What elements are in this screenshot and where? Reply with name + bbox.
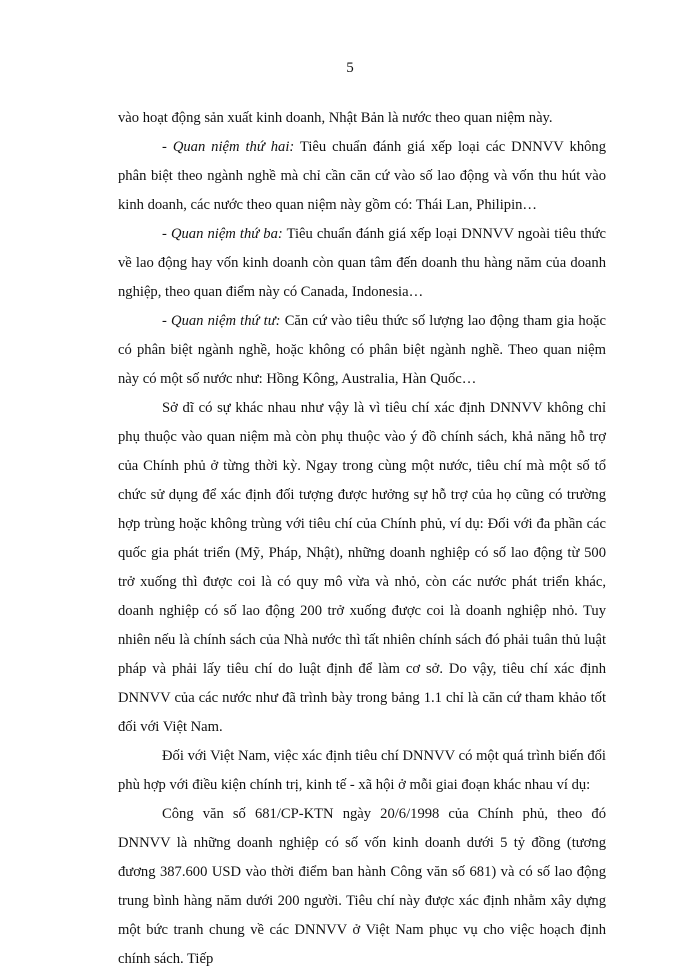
paragraph-concept-three <box>118 220 606 307</box>
concept-text: Căn cứ vào tiêu thức số lượng lao động tham gia hoặc có phân biệt ngành nghề, hoặc không có phân biệt ngành nghề. Theo quan niệm này có một số nước như: Hồng Kông, Australia, Hàn Quốc… <box>118 313 606 387</box>
page-number: 5 <box>346 60 354 76</box>
paragraph-concept-two <box>118 133 606 220</box>
concept-text: Tiêu chuẩn đánh giá xếp loại DNNVV ngoài tiêu thức về lao động hay vốn kinh doanh còn quan tâm đến doanh thu hàng năm của doanh nghiệp, theo quan điểm này có Canada, Indonesia… <box>118 226 606 300</box>
paragraph-reasons: Sở dĩ có sự khác nhau như vậy là vì tiêu chí xác định DNNVV không chỉ phụ thuộc vào quan niệm mà còn phụ thuộc vào ý đồ chính sách, khả năng hỗ trợ của Chính phủ ở từng thời kỳ. Ngay trong cùng một nước, tiêu chí mà một số tổ chức sử dụng để xác định đối tượng được hưởng sự hỗ trợ của họ cũng có trường hợp trùng hoặc không trùng với tiêu chí của Chính phủ, ví dụ: Đối với đa phần các quốc gia phát triển (Mỹ, Pháp, Nhật), những doanh nghiệp có số lao động từ 500 trở xuống thì được coi là có quy mô vừa và nhỏ, còn các nước phát triển khác, doanh nghiệp có số lao động 200 trở xuống được coi là doanh nghiệp nhỏ. Tuy nhiên nếu là chính sách của Nhà nước thì tất nhiên chính sách đó phải tuân thủ luật pháp và phải lấy tiêu chí do luật định để làm cơ sở. Do vậy, tiêu chí xác định DNNVV của các nước như đã trình bày trong bảng 1.1 chỉ là căn cứ tham khảo tốt đối với Việt Nam. <box>118 400 606 735</box>
list-dash: - <box>162 313 172 329</box>
concept-term: Quan niệm thứ hai: <box>172 139 295 155</box>
list-dash: - <box>162 226 171 242</box>
paragraph-vietnam: Đối với Việt Nam, việc xác định tiêu chí DNNVV có một quá trình biến đổi phù hợp với điều kiện chính trị, kinh tế - xã hội ở mỗi giai đoạn khác nhau ví dụ: <box>118 748 606 793</box>
paragraph-official-letter: Công văn số 681/CP-KTN ngày 20/6/1998 của Chính phủ, theo đó DNNVV là những doanh nghiệp có số vốn kinh doanh dưới 5 tỷ đồng (tương đương 387.600 USD vào thời điểm ban hành Công văn số 681) và có số lao động trung bình hàng năm dưới 200 người. Tiêu chí này được xác định nhằm xây dựng một bức tranh chung về các DNNVV ở Việt Nam phục vụ cho việc hoạch định chính sách. Tiếp <box>118 806 606 967</box>
concept-term: Quan niệm thứ tư: <box>171 313 281 329</box>
concept-text: Tiêu chuẩn đánh giá xếp loại các DNNVV không phân biệt theo ngành nghề mà chỉ cần căn cứ vào số lao động và vốn thu hút vào kinh doanh, các nước theo quan niệm này gồm có: Thái Lan, Philipin… <box>118 139 607 213</box>
paragraph-continuation: vào hoạt động sản xuất kinh doanh, Nhật Bản là nước theo quan niệm này. <box>118 110 553 126</box>
paragraph-concept-four <box>118 307 606 394</box>
concept-term: Quan niệm thứ ba: <box>170 226 283 242</box>
list-dash: - <box>162 139 173 155</box>
document-body <box>118 104 606 974</box>
